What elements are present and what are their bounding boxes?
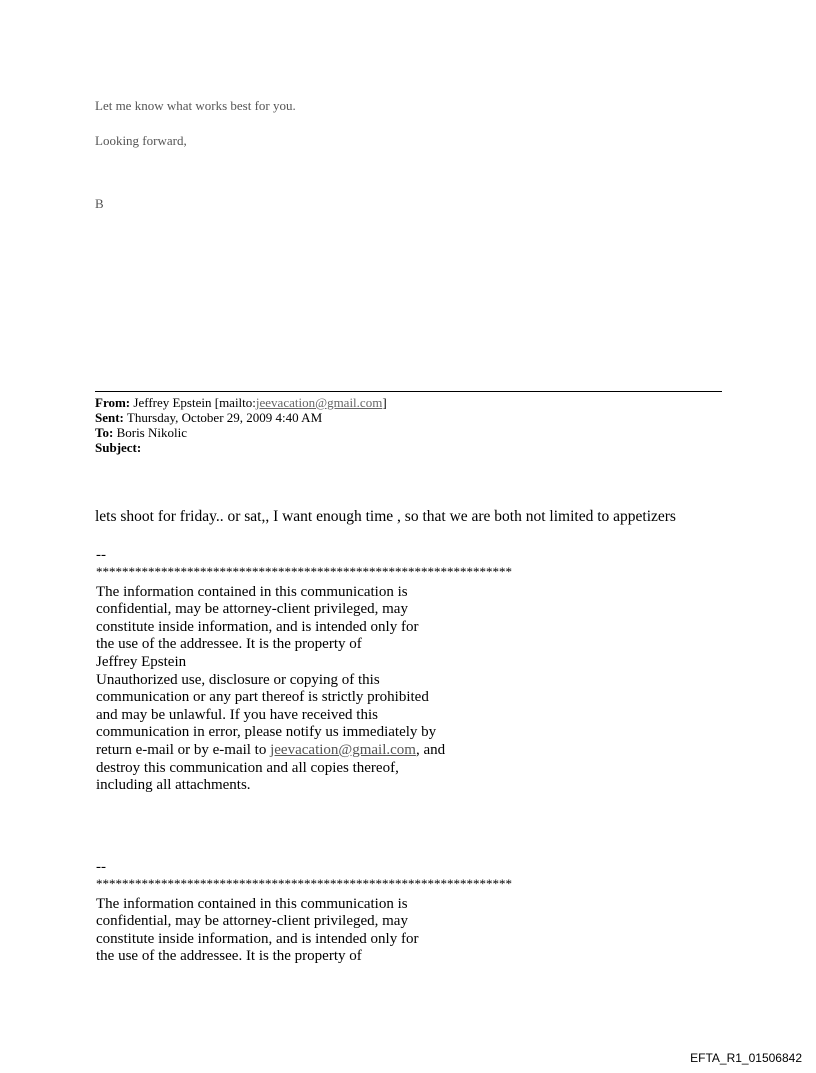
- disclaimer-line: communication in error, please notify us immediately by: [96, 724, 437, 741]
- disclaimer-line: destroy this communication and all copies thereof,: [96, 759, 399, 776]
- from-label: From:: [95, 395, 131, 410]
- disclaimer-dashes: --: [96, 859, 106, 875]
- disclaimer-block-1: [96, 547, 512, 795]
- email-header: [95, 395, 387, 455]
- disclaimer-line: communication or any part thereof is strictly prohibited: [96, 689, 429, 706]
- from-close-bracket: ]: [382, 395, 387, 410]
- sent-value: Thursday, October 29, 2009 4:40 AM: [126, 410, 323, 425]
- from-name: Jeffrey Epstein [mailto:: [133, 395, 256, 410]
- disclaimer-line: Unauthorized use, disclosure or copying of this: [96, 671, 380, 688]
- disclaimer-block-2: [96, 859, 512, 966]
- to-label: To:: [95, 425, 114, 440]
- from-row: [95, 395, 387, 410]
- to-value: Boris Nikolic: [116, 425, 187, 440]
- subject-label: Subject:: [95, 440, 142, 455]
- disclaimer-stars: ****************************************************************: [96, 875, 512, 891]
- sent-label: Sent:: [95, 410, 124, 425]
- disclaimer-line: confidential, may be attorney-client privileged, may: [96, 601, 408, 618]
- disclaimer-dashes: --: [96, 547, 106, 563]
- reply-line-2: Looking forward,: [95, 133, 187, 148]
- disclaimer-line: including all attachments.: [96, 777, 251, 794]
- disclaimer-line: constitute inside information, and is intended only for: [96, 618, 419, 635]
- disclaimer-line: the use of the addressee. It is the property of: [96, 948, 362, 965]
- from-email-link[interactable]: jeevacation@gmail.com: [255, 395, 383, 410]
- disclaimer-line: constitute inside information, and is intended only for: [96, 930, 419, 947]
- reply-signature: B: [95, 196, 104, 211]
- disclaimer-stars: ****************************************************************: [96, 563, 512, 579]
- disclaimer-line: the use of the addressee. It is the property of: [96, 636, 362, 653]
- disclaimer-line: confidential, may be attorney-client privileged, may: [96, 913, 408, 930]
- header-separator: [95, 391, 722, 392]
- reply-line-1: Let me know what works best for you.: [95, 98, 296, 113]
- disclaimer-text: return e-mail or by e-mail to: [96, 741, 271, 758]
- disclaimer-email-link[interactable]: jeevacation@gmail.com: [270, 741, 416, 758]
- message-body: lets shoot for friday.. or sat,, I want enough time , so that we are both not limited to appetizers: [95, 508, 676, 525]
- disclaimer-line: and may be unlawful. If you have received this: [96, 706, 378, 723]
- disclaimer-text: , and: [415, 741, 446, 758]
- sent-row: [95, 410, 387, 425]
- disclaimer-line: The information contained in this communication is: [96, 583, 408, 600]
- disclaimer-line: Jeffrey Epstein: [96, 653, 187, 670]
- subject-row: [95, 440, 387, 455]
- disclaimer-line-email: [96, 742, 512, 760]
- document-id: EFTA_R1_01506842: [690, 1051, 802, 1065]
- disclaimer-line: The information contained in this communication is: [96, 895, 408, 912]
- to-row: [95, 425, 387, 440]
